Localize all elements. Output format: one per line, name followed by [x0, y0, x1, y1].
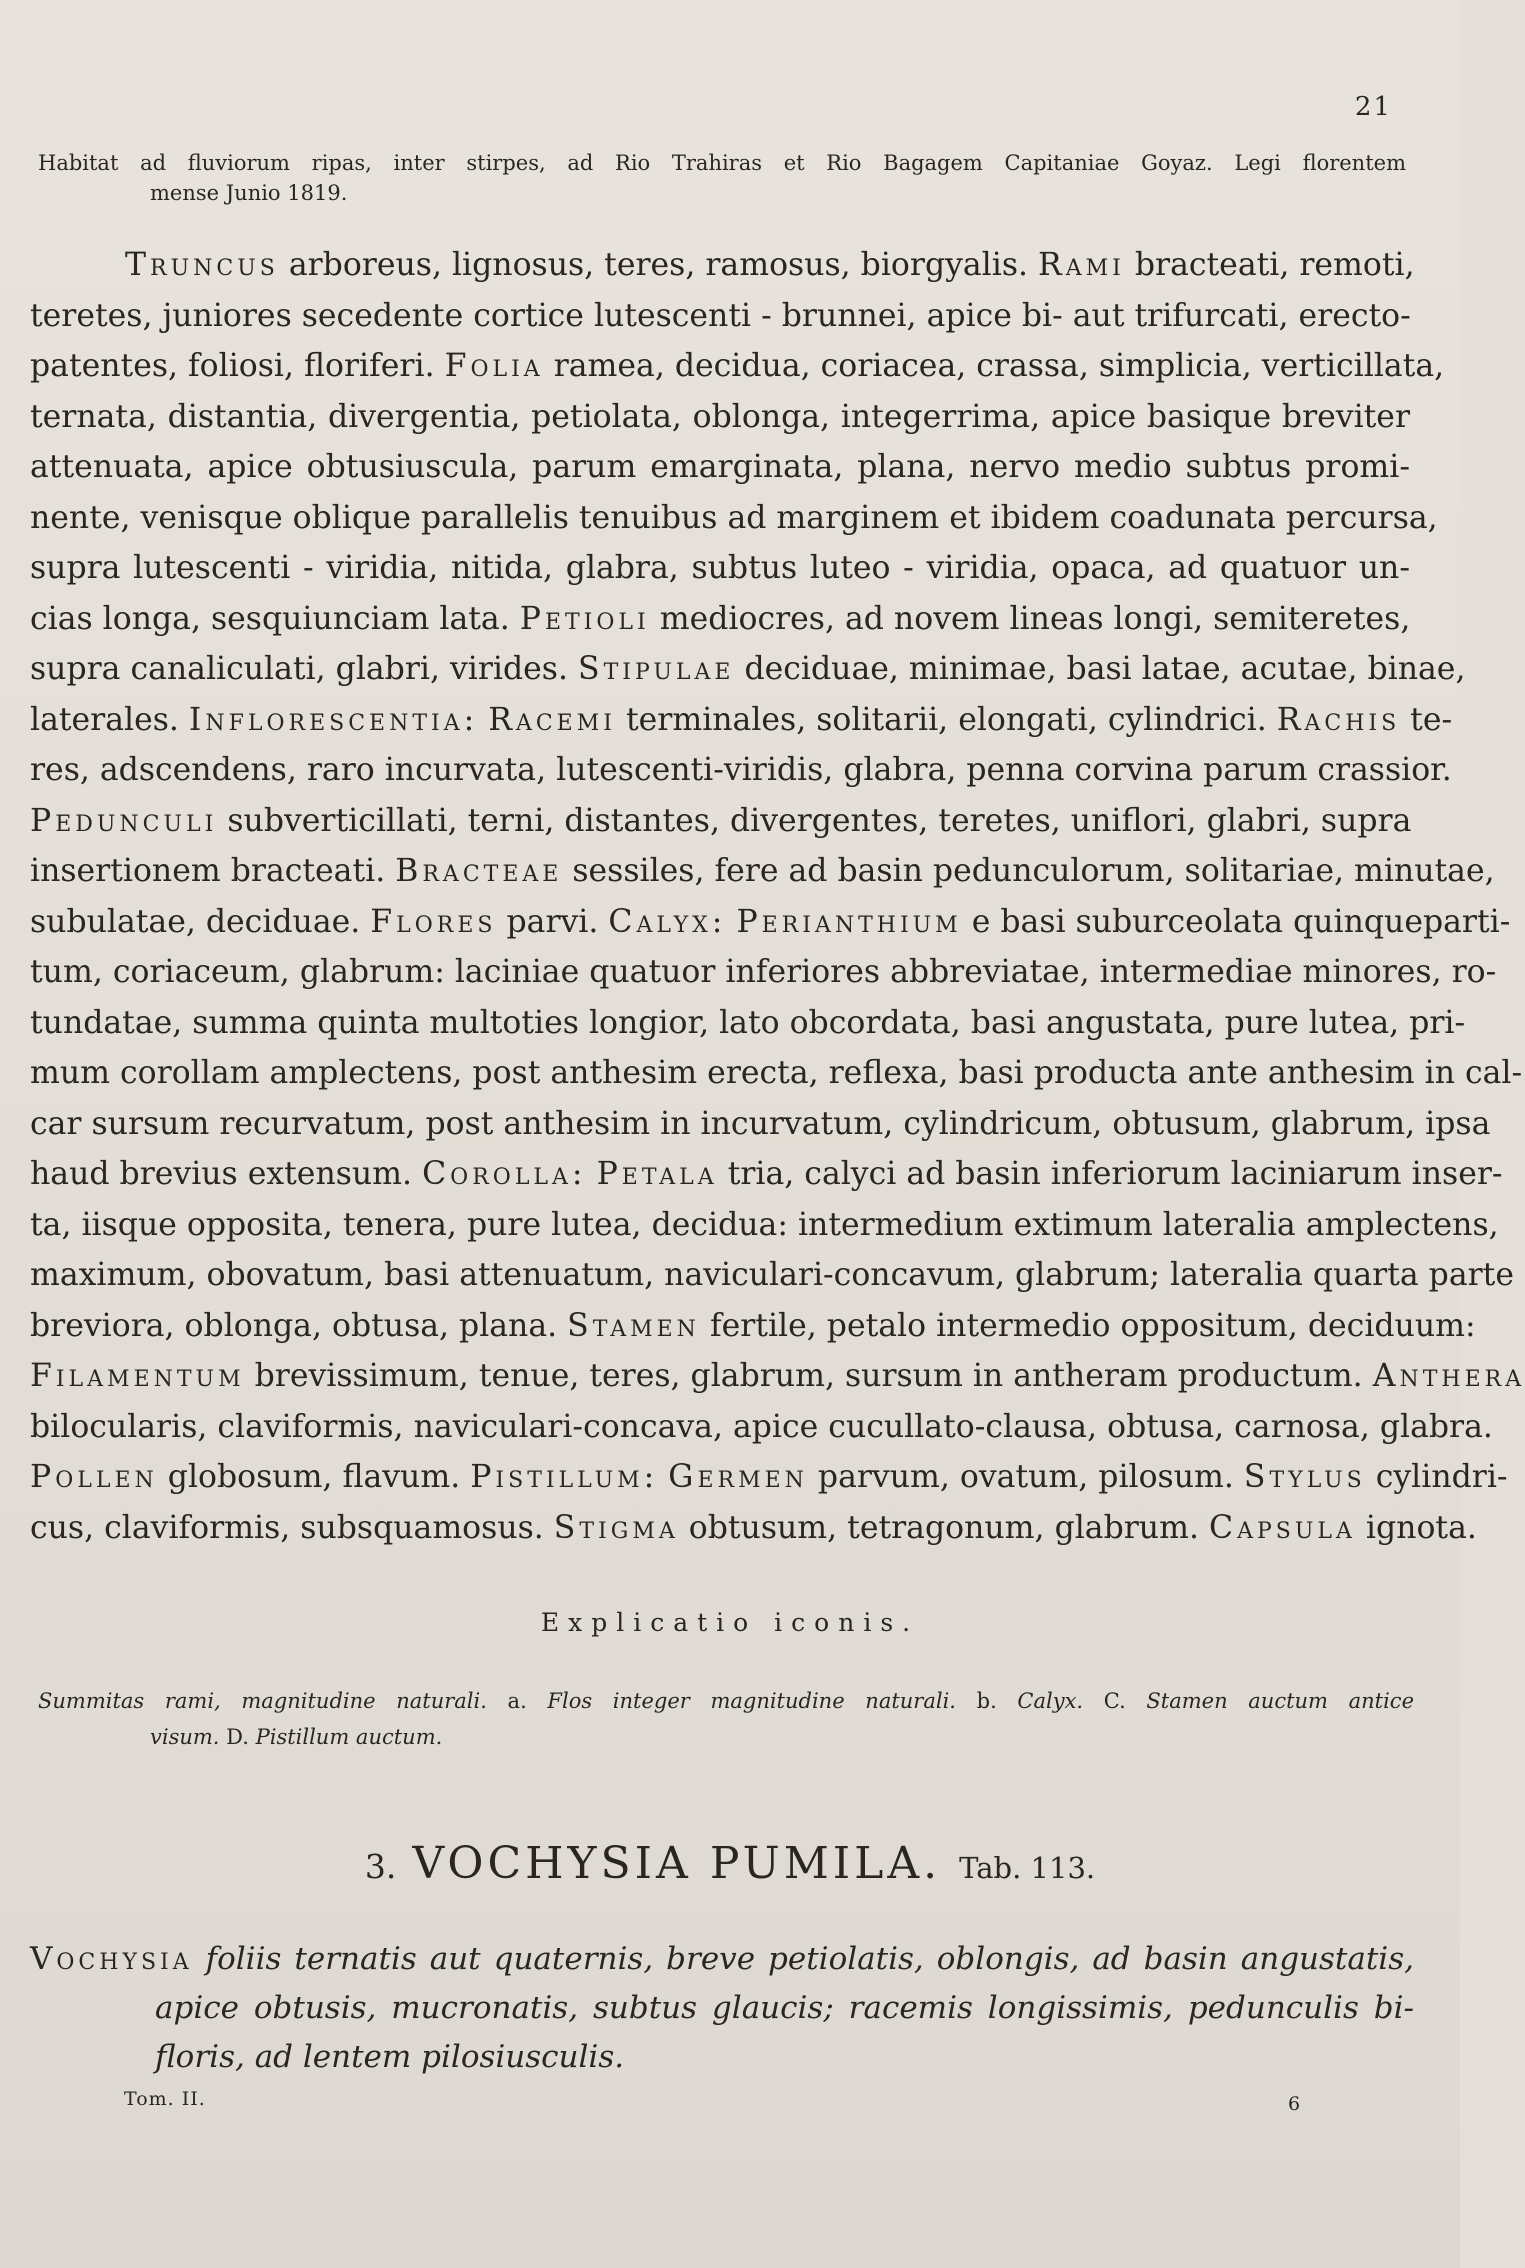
organ-term: Anthera	[1372, 1358, 1525, 1394]
description-line	[30, 594, 1410, 645]
organ-term: Truncus	[125, 247, 279, 283]
description-text: haud brevius extensum.	[30, 1156, 423, 1192]
description-text: arboreus, lignosus, teres, ramosus, biorgyalis.	[278, 247, 1039, 283]
organ-term: Filamentum	[30, 1358, 245, 1394]
habitat-line: Habitat ad fluviorum ripas, inter stirpes, ad Rio Trahiras et Rio Bagagem Capitaniae Goyaz. Legi florentem	[38, 151, 1406, 175]
description-text: fertile, petalo intermedio oppositum, deciduum:	[699, 1307, 1476, 1344]
figure-letter: b.	[976, 1689, 997, 1713]
description-text: e basi suburceolata quinqueparti-	[961, 903, 1511, 940]
description-line: supra lutescenti - viridia, nitida, glabra, subtus luteo - viridia, opaca, ad quatuor un-	[30, 550, 1410, 586]
organ-term: Pedunculi	[30, 802, 218, 839]
description-line: maximum, obovatum, basi attenuatum, naviculari-concavum, glabrum; lateralia quarta parte	[30, 1257, 1514, 1293]
description-text	[658, 1459, 668, 1495]
organ-term: Pistillum:	[470, 1459, 659, 1495]
species-name: VOCHYSIA PUMILA.	[412, 1838, 942, 1889]
plate-reference: Tab. 113.	[959, 1851, 1096, 1885]
figure-letter: C.	[1103, 1689, 1126, 1713]
description-line	[30, 341, 1445, 392]
description-text: subverticillati, terni, distantes, divergentes, teretes, uniflori, glabri, supra	[217, 802, 1412, 839]
figure-explanation-heading: Explicatio iconis.	[540, 1608, 920, 1637]
description-text: globosum, flavum.	[157, 1459, 471, 1495]
description-line: ta, iisque opposita, tenera, pure lutea, decidua: intermedium extimum lateralia amplectens,	[30, 1206, 1499, 1243]
organ-term: Germen	[668, 1459, 808, 1495]
organ-term: Perianthium	[736, 903, 962, 940]
description-line	[30, 240, 1415, 291]
organ-term: Rachis	[1276, 701, 1401, 738]
description-text: terminales, solitarii, elongati, cylindrici.	[615, 701, 1277, 738]
description-line	[30, 1301, 1476, 1352]
description-text: cias longa, sesquiunciam lata.	[30, 600, 520, 637]
description-text: parvum, ovatum, pilosum.	[807, 1459, 1244, 1495]
description-line	[30, 897, 1511, 948]
description-text	[587, 1156, 597, 1192]
organ-term: Capsula	[1209, 1509, 1356, 1546]
legend-text: Calyx.	[996, 1689, 1104, 1713]
description-text: ramea, decidua, coriacea, crassa, simplicia, verticillata,	[543, 348, 1445, 384]
diagnosis-line: apice obtusis, mucronatis, subtus glaucis; racemis longissimis, pedunculis bi-	[155, 1990, 1414, 2026]
organ-term: Stamen	[567, 1307, 700, 1344]
description-text: subulatae, deciduae.	[30, 903, 371, 940]
description-text: breviora, oblonga, obtusa, plana.	[30, 1307, 568, 1344]
legend-line	[38, 1683, 1414, 1719]
figure-letter: D.	[226, 1725, 249, 1749]
description-line: attenuata, apice obtusiuscula, parum emarginata, plana, nervo medio subtus promi-	[30, 449, 1410, 485]
organ-term: Petala	[596, 1156, 718, 1192]
genus-name: Vochysia	[30, 1941, 193, 1977]
species-heading	[0, 1838, 1460, 1889]
description-text: supra canaliculati, glabri, virides.	[30, 651, 578, 687]
organ-term: Stylus	[1243, 1459, 1366, 1495]
volume-label: Tom. II.	[124, 2088, 206, 2110]
description-line: res, adscendens, raro incurvata, lutescenti-viridis, glabra, penna corvina parum crassior.	[30, 752, 1452, 788]
figure-explanation	[38, 1683, 1414, 1755]
description-line	[30, 796, 1410, 847]
description-line	[30, 1452, 1508, 1503]
organ-term: Folia	[444, 348, 544, 384]
description-line: teretes, juniores secedente cortice lutescenti - brunnei, apice bi- aut trifurcati, erecto-	[30, 297, 1411, 334]
description-line	[30, 644, 1466, 695]
description-line: bilocularis, claviformis, naviculari-concava, apice cucullato-clausa, obtusa, carnosa, glabra.	[30, 1408, 1493, 1445]
organ-term: Calyx:	[608, 903, 727, 940]
description-line	[30, 1503, 1477, 1554]
description-line	[30, 695, 1453, 746]
diagnosis-line: floris, ad lentem pilosiusculis.	[155, 2039, 625, 2075]
description-text: mediocres, ad novem lineas longi, semiteretes,	[649, 600, 1411, 637]
habitat-line: mense Junio 1819.	[150, 181, 348, 205]
legend-line	[38, 1719, 1414, 1755]
organ-term: Pollen	[30, 1459, 158, 1495]
species-description	[30, 240, 1525, 1553]
description-text: cus, claviformis, subsquamosus.	[30, 1509, 554, 1546]
description-text: deciduae, minimae, basi latae, acutae, binae,	[734, 651, 1466, 687]
description-line: mum corollam amplectens, post anthesim erecta, reflexa, basi producta ante anthesim in cal-	[30, 1055, 1523, 1091]
legend-text: Summitas rami, magnitudine naturali.	[38, 1689, 508, 1713]
species-diagnosis	[30, 1935, 1414, 2082]
diagnosis-text: foliis ternatis aut quaternis, breve petiolatis, oblongis, ad basin angustatis,	[192, 1941, 1414, 1977]
description-line: nente, venisque oblique parallelis tenuibus ad marginem et ibidem coadunata percursa,	[30, 499, 1438, 536]
description-text	[726, 904, 736, 940]
description-line: car sursum recurvatum, post anthesim in incurvatum, cylindricum, obtusum, glabrum, ipsa	[30, 1105, 1491, 1142]
diagnosis-line	[30, 1935, 1414, 1984]
description-text: laterales.	[30, 701, 189, 738]
description-text	[478, 702, 488, 738]
organ-term: Corolla:	[422, 1156, 587, 1192]
description-line: tum, coriaceum, glabrum: laciniae quatuor inferiores abbreviatae, intermediae minores, ro-	[30, 954, 1497, 990]
description-line: ternata, distantia, divergentia, petiolata, oblonga, integerrima, apice basique breviter	[30, 398, 1410, 435]
description-text: insertionem bracteati.	[30, 853, 396, 889]
organ-term: Petioli	[519, 600, 650, 637]
description-text: ignota.	[1355, 1509, 1477, 1546]
description-text: te-	[1400, 701, 1453, 738]
description-text: obtusum, tetragonum, glabrum.	[678, 1509, 1209, 1546]
description-text: bracteati, remoti,	[1124, 247, 1415, 283]
organ-term: Rami	[1038, 247, 1125, 283]
legend-text: Stamen auctum antice	[1125, 1689, 1414, 1713]
organ-term: Flores	[370, 903, 497, 940]
description-text: parvi.	[496, 903, 609, 940]
description-text: sessiles, fere ad basin pedunculorum, solitariae, minutae,	[562, 853, 1495, 889]
page-number: 21	[1354, 92, 1392, 122]
habitat-note	[38, 148, 1406, 208]
description-line	[30, 846, 1495, 897]
description-text: patentes, foliosi, floriferi.	[30, 348, 445, 384]
organ-term: Bracteae	[395, 853, 563, 889]
species-number: 3.	[364, 1847, 397, 1886]
organ-term: Racemi	[488, 701, 616, 738]
legend-text: Flos integer magnitudine naturali.	[526, 1689, 977, 1713]
legend-text: Pistillum auctum.	[248, 1725, 443, 1749]
description-line	[30, 1351, 1525, 1402]
signature-mark: 6	[1288, 2093, 1301, 2115]
legend-text: visum.	[150, 1725, 227, 1749]
description-text: cylindri-	[1365, 1459, 1508, 1495]
description-text: brevissimum, tenue, teres, glabrum, sursum in antheram productum.	[244, 1358, 1373, 1394]
description-text: tria, calyci ad basin inferiorum laciniarum inser-	[717, 1156, 1503, 1192]
organ-term: Stipulae	[578, 651, 735, 687]
organ-term: Inflorescentia:	[188, 701, 479, 738]
description-line: tundatae, summa quinta multoties longior, lato obcordata, basi angustata, pure lutea, pri-	[30, 1004, 1466, 1041]
description-line	[30, 1149, 1503, 1200]
figure-letter: a.	[507, 1689, 527, 1713]
organ-term: Stigma	[553, 1509, 679, 1546]
